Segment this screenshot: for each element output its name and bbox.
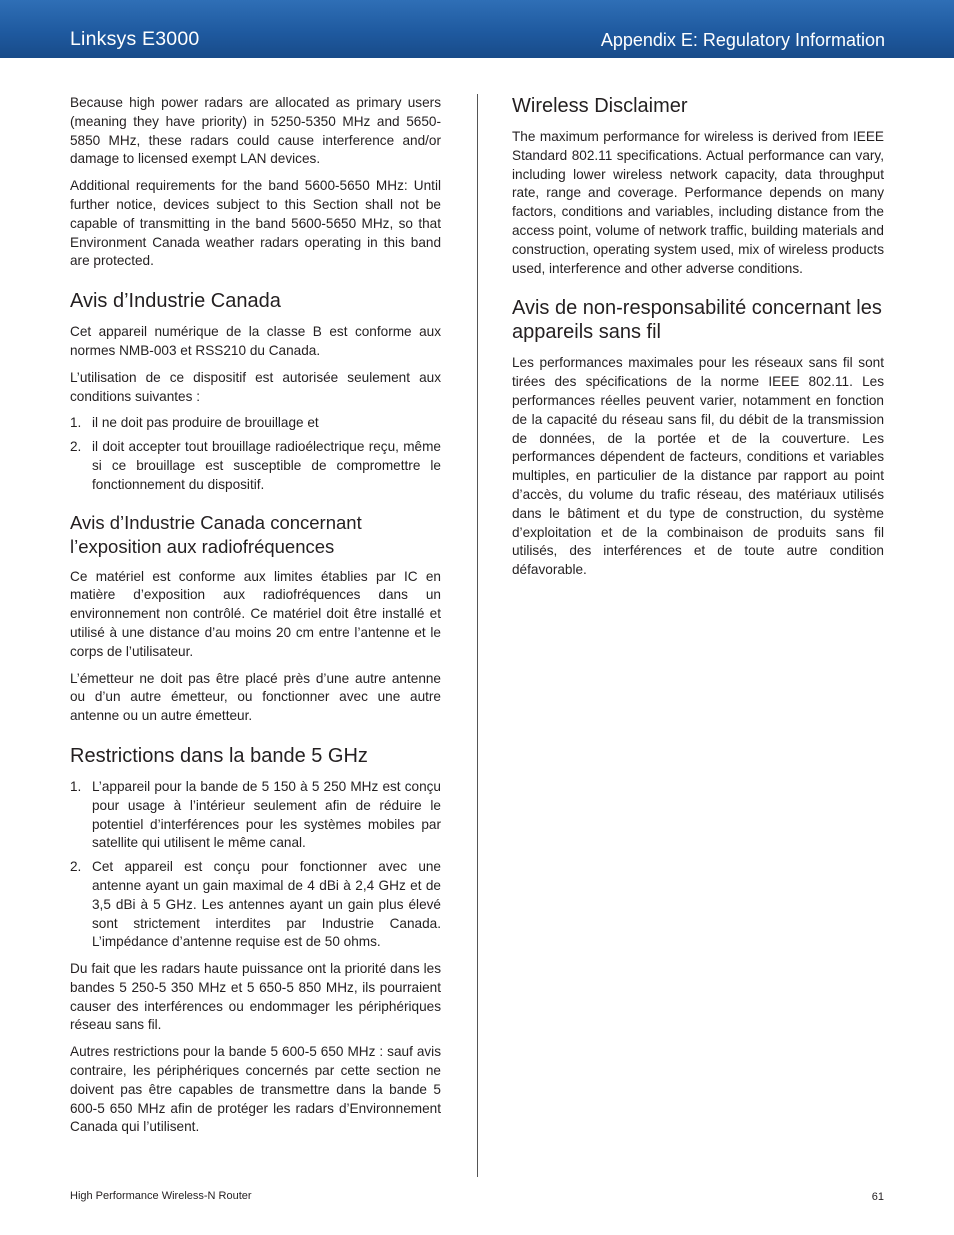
section-heading: Avis de non-responsabilité concernant les appareils sans fil (512, 297, 882, 344)
list-item-text: Cet appareil est conçu pour fonctionner avec une antenne ayant un gain maximal de 4 dBi à 2,4 GHz et de 3,5 dBi à 5 GHz. Les antennes ayant un gain plus élevé sont strictement interdites par Industrie Canada. L’impédance d’antenne requise est de 50 ohms. (92, 859, 441, 950)
section-heading: Avis d’Industrie Canada (70, 290, 281, 313)
list-item (70, 414, 441, 433)
section-heading: Restrictions dans la bande 5 GHz (70, 744, 368, 767)
paragraph: Ce matériel est conforme aux limites établies par IC en matière d’exposition aux radiofréquences dans un environnement non contrôlé. Ce matériel doit être installé et utilisé à une distance d’au moins 20 cm entre l’antenne et le corps de l’utilisateur. (70, 568, 441, 659)
header-section-title: Appendix E: Regulatory Information (600, 30, 885, 50)
paragraph: Autres restrictions pour la bande 5 600-5 650 MHz : sauf avis contraire, les périphériques concernés par cette section ne doivent pas être capables de transmettre dans la bande 5 600-5 650 MHz afin de protéger les radars d’Environnement Canada qui l’utilisent. (70, 1044, 441, 1135)
list-item (70, 858, 441, 952)
paragraph: Du fait que les radars haute puissance ont la priorité dans les bandes 5 250-5 350 MHz et 5 650-5 850 MHz, ils pourraient causer des interférences ou endommager les périphériques réseau sans fil. (70, 961, 441, 1033)
list-item-text: il doit accepter tout brouillage radioélectrique reçu, même si ce brouillage est susceptible de compromettre le fonctionnement du dispositif. (92, 439, 441, 492)
paragraph: L’utilisation de ce dispositif est autorisée seulement aux conditions suivantes : (70, 369, 441, 404)
paragraph: Additional requirements for the band 5600-5650 MHz: Until further notice, devices subject to this Section shall not be capable of transmitting in the band 5600-5650 MHz, so that Environment Canada weather radars operating in this band are protected. (70, 178, 441, 269)
header-product-name: Linksys E3000 (70, 28, 200, 50)
column-divider (477, 94, 478, 1177)
left-column (70, 94, 441, 1145)
numbered-list (70, 778, 441, 952)
list-item-text: L’appareil pour la bande de 5 150 à 5 250 MHz est conçu pour usage à l’intérieur seulement afin de réduire le potentiel d’interférences pour les systèmes mobiles par satellite qui utilisent le même canal. (92, 778, 441, 851)
section-heading: Avis d’Industrie Canada concernant l’exposition aux radiofréquences (70, 511, 362, 557)
paragraph: Les performances maximales pour les réseaux sans fil sont tirées des spécifications de la norme IEEE 802.11. Les performances réelles peuvent varier, notamment en fonction de la capacité du réseau sans fil, du débit de la transmission de données, de la portée et de la couverture. Les performances dépendent de facteurs, conditions et variables multiples, en particulier de la distance par rapport au point d’accès, du volume du trafic réseau, des matériaux utilisés dans le bâtiment et du type de construction, du système d’exploitation et de la combinaison de produits sans fil utilisés, des interférences et de toute autre condition défavorable. (512, 355, 884, 578)
paragraph: The maximum performance for wireless is derived from IEEE Standard 802.11 specifications. Actual performance can vary, including lower wireless network capacity, data throughput rate, range and coverage. Performance depends on many factors, conditions and variables, including distance from the access point, volume of network traffic, building materials and construction, operating system used, mix of wireless products used, interference and other adverse conditions. (512, 129, 884, 276)
paragraph: Because high power radars are allocated as primary users (meaning they have priority) in 5250-5350 MHz and 5650-5850 MHz, these radars could cause interference and/or damage to licensed exempt LAN devices. (70, 95, 441, 167)
numbered-list (70, 414, 441, 494)
list-item (70, 438, 441, 494)
section-heading: Wireless Disclaimer (512, 95, 688, 117)
list-item-text: il ne doit pas produire de brouillage et (92, 415, 319, 431)
paragraph: Cet appareil numérique de la classe B est conforme aux normes NMB-003 et RSS210 du Canada. (70, 324, 441, 358)
page-number: 61 (871, 1191, 884, 1203)
list-number: 2. (70, 859, 82, 875)
right-column (512, 94, 884, 588)
footer-product-name: High Performance Wireless-N Router (70, 1190, 252, 1202)
list-number: 1. (70, 778, 82, 794)
list-number: 1. (70, 415, 82, 431)
list-item (70, 778, 441, 853)
page-header (0, 0, 954, 58)
paragraph: L’émetteur ne doit pas être placé près d’une autre antenne ou d’un autre émetteur, ou fonctionner avec une autre antenne ou un autre émetteur. (70, 670, 441, 724)
list-number: 2. (70, 439, 82, 455)
